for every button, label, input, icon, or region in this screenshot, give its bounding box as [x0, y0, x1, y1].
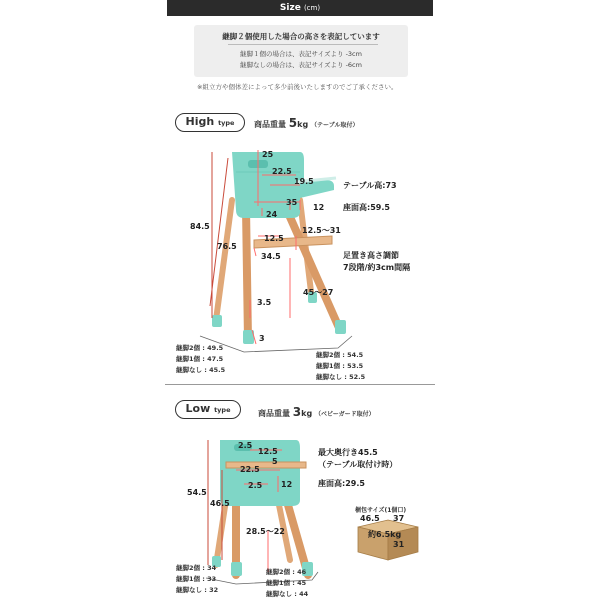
size-unit: (cm)	[303, 4, 321, 12]
low-weight-value: 3	[292, 405, 302, 419]
low-legs-left-2: 継脚1個 : 33	[176, 575, 217, 583]
low-depth-2: （テーブル取付け時）	[318, 460, 398, 469]
package-height: 31	[393, 540, 405, 549]
high-footrest-label-2: 7段階/約3cm間隔	[343, 263, 411, 272]
low-legs-right-1: 継脚2個 : 46	[266, 568, 307, 576]
low-legs-left-1: 継脚2個 : 34	[176, 564, 217, 572]
high-legs-left-3: 継脚なし : 45.5	[176, 366, 226, 374]
low-legs-right-2: 継脚1個 : 45	[266, 579, 307, 587]
high-dim-12: 12	[313, 203, 325, 212]
package-box-illustration	[358, 520, 418, 560]
low-type-badge	[175, 400, 241, 419]
high-dim-35: 35	[286, 198, 298, 207]
high-legs-right-2: 継脚1個 : 53.5	[316, 362, 364, 370]
low-dim-22-5: 22.5	[240, 465, 260, 474]
high-legs-left-1: 継脚2個 : 49.5	[176, 344, 224, 352]
low-weight	[258, 405, 375, 419]
low-weight-note: （ベビーガード取付）	[315, 411, 375, 418]
low-legs-left-3: 継脚なし : 32	[176, 586, 219, 594]
high-seat-height: 座面高:59.5	[343, 203, 390, 212]
low-dim-2-5-bottom: 2.5	[248, 481, 263, 490]
section-divider	[165, 384, 435, 385]
high-dim-76-5: 76.5	[217, 242, 237, 251]
high-dim-3-5: 3.5	[257, 298, 272, 307]
high-dim-22-5: 22.5	[272, 167, 292, 176]
package-title: 梱包サイズ(1個口)	[355, 507, 407, 514]
high-legs-left-2: 継脚1個 : 47.5	[176, 355, 224, 363]
low-dim-5: 5	[272, 457, 278, 466]
package-width: 46.5	[360, 514, 380, 523]
low-weight-unit: kg	[301, 409, 313, 418]
low-legs-right-3: 継脚なし : 44	[266, 590, 309, 598]
low-dim-46-5: 46.5	[210, 499, 230, 508]
low-type-label: Low	[185, 402, 211, 415]
notice-main: 継脚２個使用した場合の高さを表記しています	[222, 32, 380, 41]
high-dim-45-27: 45～27	[303, 288, 334, 297]
high-dim-19-5: 19.5	[294, 177, 314, 186]
high-legs-right-3: 継脚なし : 52.5	[316, 373, 366, 381]
high-weight-unit: kg	[297, 120, 309, 129]
notice-sub-1: 継脚１個の場合は、表記サイズより -3cm	[240, 50, 362, 58]
package-weight: 約6.5kg	[368, 530, 402, 539]
high-footrest-label-1: 足置き高さ調節	[343, 251, 399, 260]
high-dim-3: 3	[259, 334, 265, 343]
high-dim-24: 24	[266, 210, 278, 219]
low-dim-12: 12	[281, 480, 293, 489]
high-dim-12-5-31: 12.5～31	[302, 226, 341, 235]
low-dim-12-5: 12.5	[258, 447, 278, 456]
high-type-suffix: type	[218, 119, 235, 127]
high-weight-note: （テーブル取付）	[311, 122, 359, 129]
high-type-label: High	[185, 115, 215, 128]
high-dim-25: 25	[262, 150, 274, 159]
high-weight-value: 5	[288, 116, 298, 130]
low-dim-54-5: 54.5	[187, 488, 207, 497]
high-dim-12-5: 12.5	[264, 234, 284, 243]
low-chair-illustration	[206, 440, 318, 584]
low-seat-height: 座面高:29.5	[318, 479, 365, 488]
low-dim-28-5-22: 28.5～22	[246, 527, 285, 536]
caveat-text: ※組立方や個体差によって多少前後いたしますのでご了承ください。	[197, 83, 398, 91]
high-dim-84-5: 84.5	[190, 222, 210, 231]
low-depth-1: 最大奥行き45.5	[318, 448, 378, 457]
size-title: Size	[279, 3, 301, 13]
high-weight-prefix: 商品重量	[254, 120, 286, 129]
low-type-suffix: type	[214, 406, 231, 414]
package-depth: 37	[393, 514, 405, 523]
low-weight-prefix: 商品重量	[258, 409, 290, 418]
high-weight	[254, 116, 358, 130]
high-legs-right-1: 継脚2個 : 54.5	[316, 351, 364, 359]
high-table-height: テーブル高:73	[343, 181, 397, 190]
high-dim-34-5: 34.5	[261, 252, 281, 261]
notice-sub-2: 継脚なしの場合は、表記サイズより -6cm	[240, 61, 362, 69]
high-type-badge	[175, 113, 245, 132]
high-chair-illustration	[200, 150, 352, 352]
low-dim-2-5-top: 2.5	[238, 441, 253, 450]
